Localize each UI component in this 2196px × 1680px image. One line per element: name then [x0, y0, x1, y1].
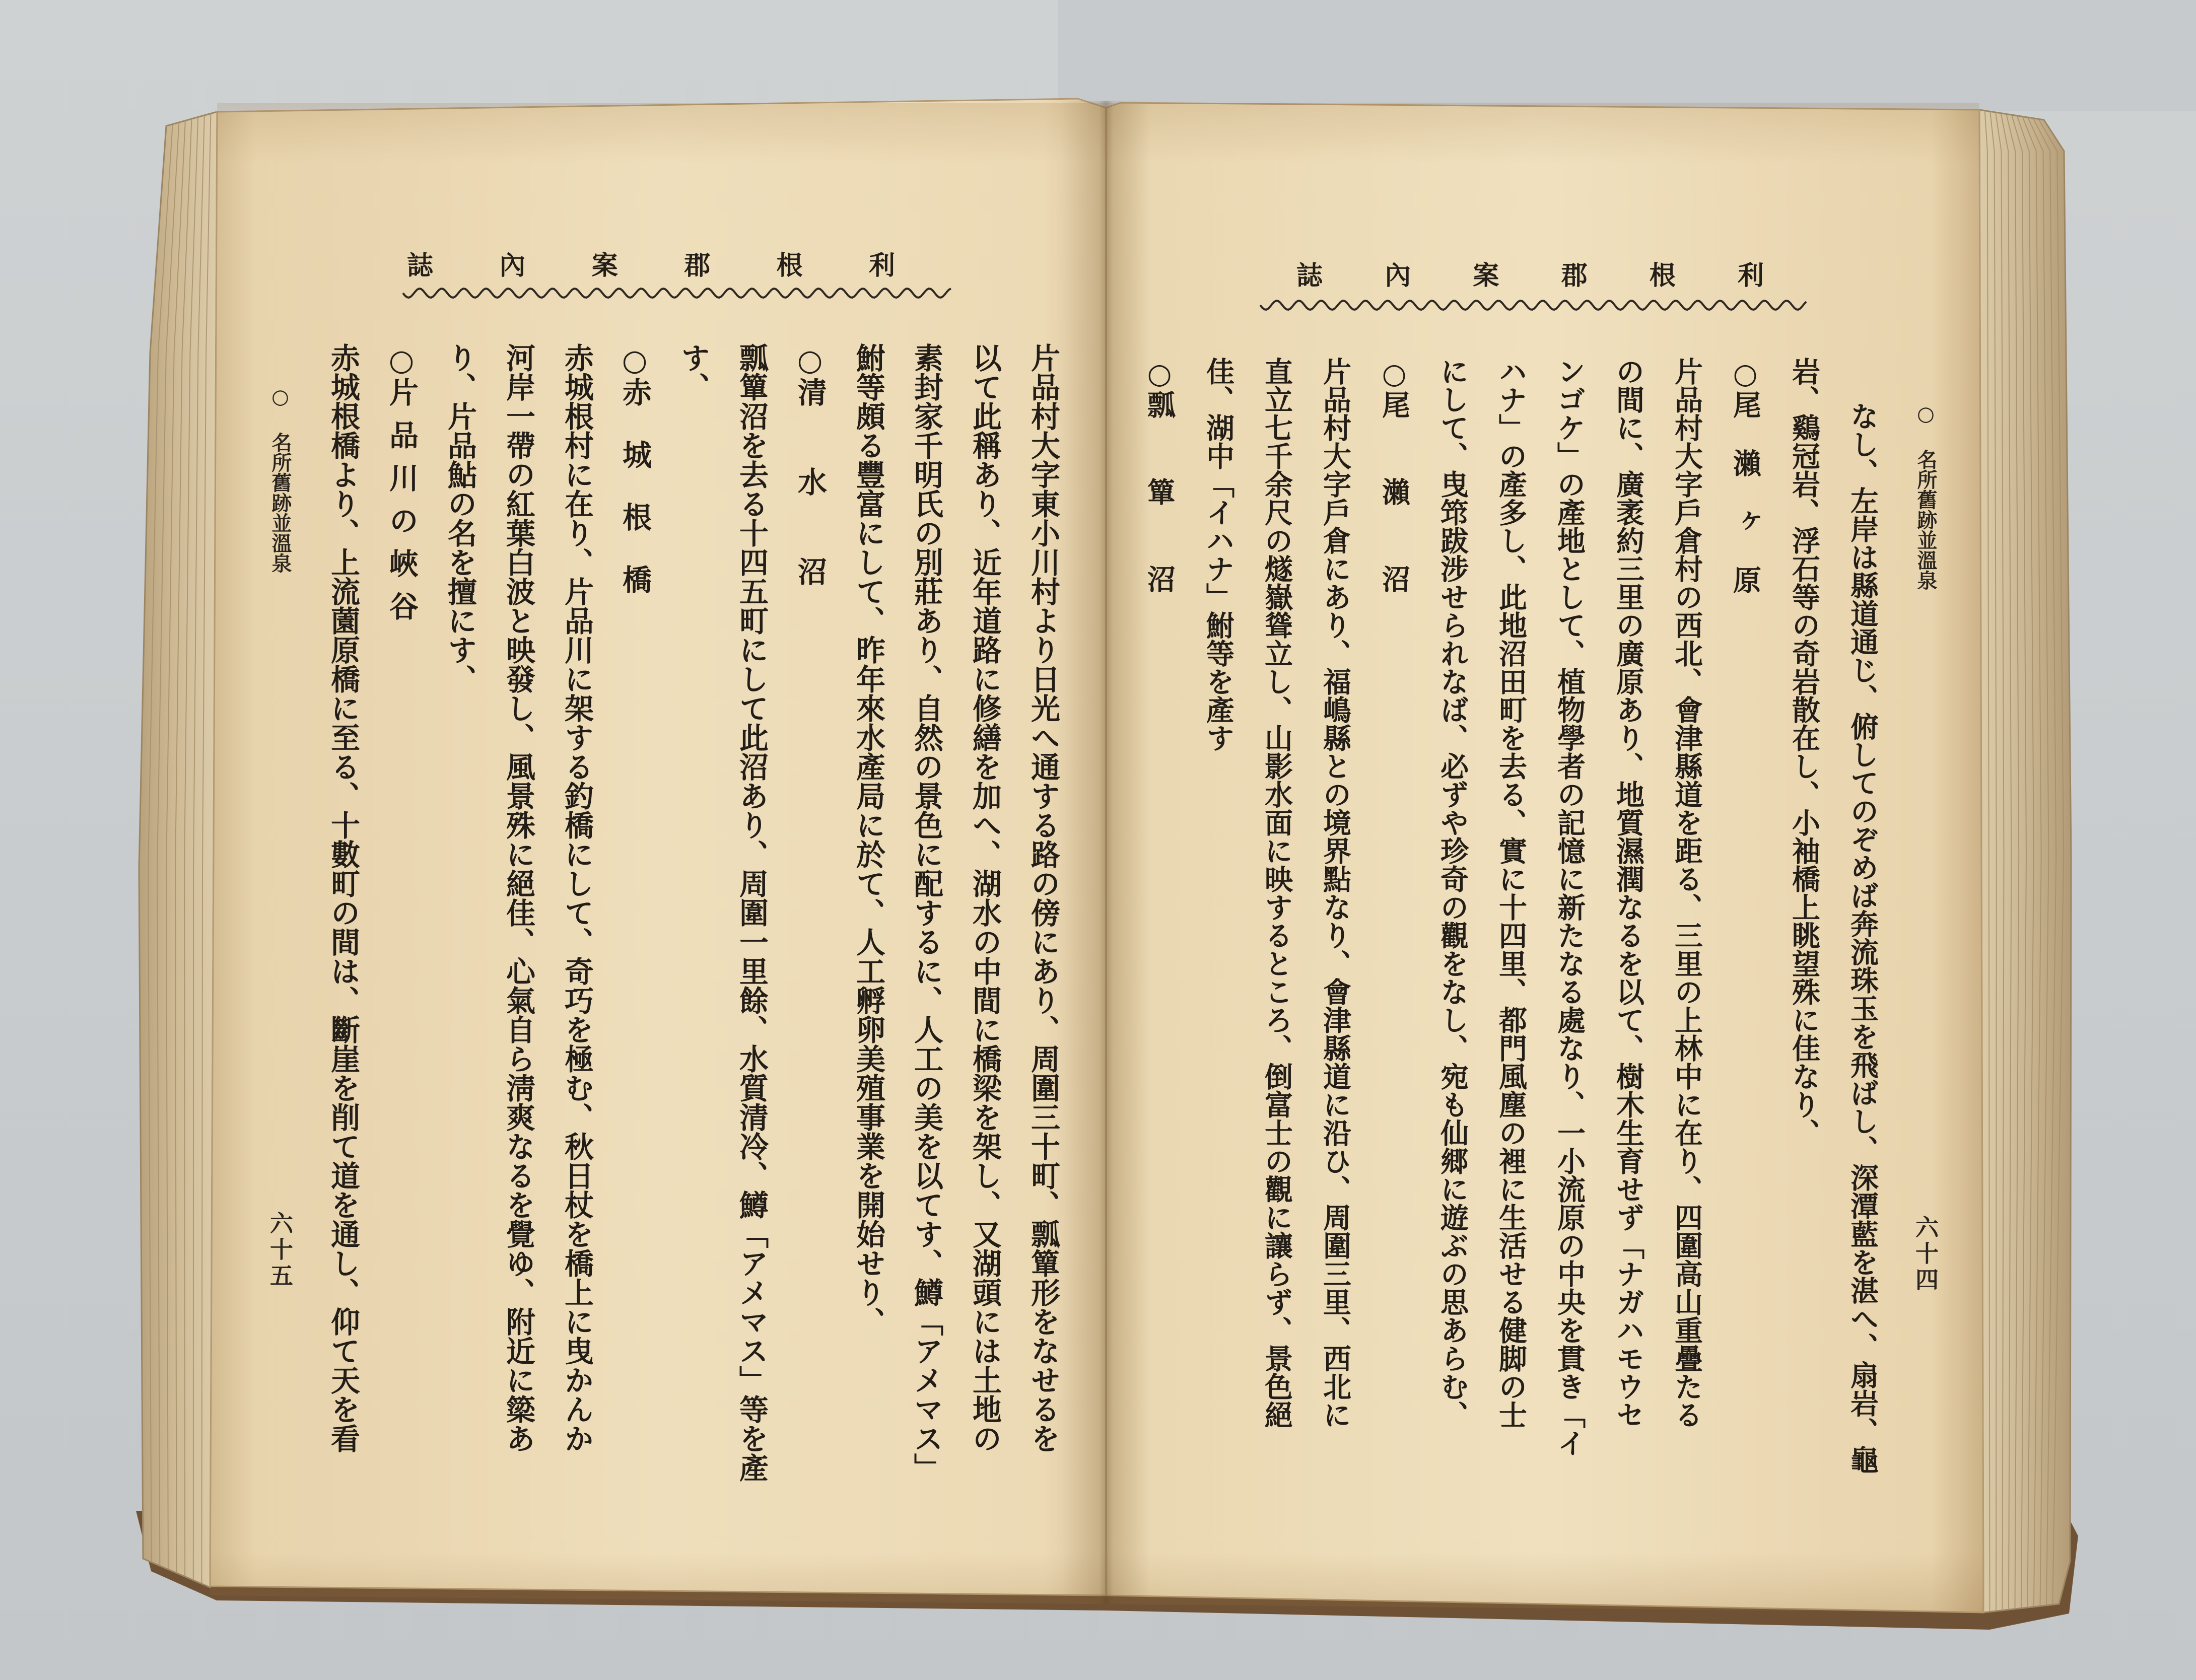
running-header: 利根郡案內誌	[407, 250, 895, 281]
text-column: 素封家千明氏の別莊あり、自然の景色に配するに、人工の美を以てす、鱒「アメマス」	[909, 343, 943, 1482]
section-heading: ○尾瀨ヶ原	[1729, 357, 1762, 624]
text-column: り、片品鮎の名を擅にす、	[443, 343, 477, 693]
text-column: 鮒等頗る豐富にして、昨年來水產局に於て、人工孵卵美殖事業を開始せり、	[851, 343, 885, 1336]
section-heading: ○瓢簞沼	[1143, 357, 1176, 652]
text-column: 瓢簞沼を去る十四五町にして此沼あり、周圍一里餘、水質清冷、鱒「アメマス」等を產	[734, 343, 769, 1482]
section-running-label: ○ 名所舊跡並溫泉	[268, 385, 292, 573]
text-column: 岩、鷄冠岩、浮石等の奇岩散在し、小袖橋上眺望殊に佳なり、	[1788, 357, 1821, 1147]
section-heading: ○赤城根橋	[617, 343, 652, 627]
section-heading: ○清水沼	[793, 343, 827, 646]
text-column: 赤城根橋より、上流薗原橋に至る、十數町の間は、斷崖を削て道を通し、仰て天を看	[326, 343, 360, 1453]
section-running-label: ○ 名所舊跡並溫泉	[1914, 402, 1938, 590]
section-heading: ○片品川の峽谷	[384, 343, 419, 634]
text-column: 以て此稱あり、近年道路に修繕を加へ、湖水の中間に橋梁を架し、又湖頭には土地の	[968, 343, 1002, 1453]
text-column: 直立七千余尺の燧嶽聳立し、山影水面に映するところ、倒富士の觀に讓らず、景色絕	[1260, 357, 1293, 1429]
text-column: 佳、湖中「イハナ」鮒等を產す	[1202, 357, 1235, 752]
text-column: す、	[676, 343, 710, 401]
text-column: なし、左岸は縣道通じ、俯してのぞめば奔流珠玉を飛ばし、深潭藍を湛へ、扇岩、龜	[1846, 402, 1879, 1474]
text-column: 河岸一帶の紅葉白波と映發し、風景殊に絕佳、心氣自ら淸爽なるを覺ゆ、附近に簗あ	[501, 343, 535, 1453]
text-column: 片品村大字戶倉にあり、福嶋縣との境界點なり、會津縣道に沿ひ、周圍三里、西北に	[1319, 357, 1352, 1429]
text-column: にして、曳筇跋涉せられなば、必ずや珍奇の觀をなし、宛も仙郷に遊ぶの思あらむ、	[1436, 357, 1469, 1429]
text-column: 片品村大字東小川村より日光へ通する路の傍にあり、周圍三十町、瓢簞形をなせるを	[1026, 343, 1060, 1453]
text-column: ハナ」の產多し、此地沼田町を去る、實に十四里、都門風塵の裡に生活せる健脚の士	[1494, 357, 1528, 1429]
text-column: ンゴケ」の產地として、植物學者の記憶に新たなる處なり、一小流原の中央を貫き「イ	[1553, 357, 1586, 1457]
running-header: 利根郡案內誌	[1296, 260, 1764, 291]
page-number: 六十五	[266, 1211, 294, 1290]
page-number: 六十四	[1912, 1215, 1939, 1294]
section-heading: ○尾瀨沼	[1378, 357, 1411, 652]
text-column: 片品村大字戶倉村の西北、會津縣道を距る、三里の上林中に在り、四圍高山重疊たる	[1670, 357, 1703, 1429]
text-column: の間に、廣袤約三里の廣原あり、地質濕潤なるを以て、樹木生育せず「ナガハモウセ	[1612, 357, 1645, 1429]
text-column: 赤城根村に在り、片品川に架する釣橋にして、奇巧を極む、秋日杖を橋上に曳かんか	[560, 343, 594, 1453]
